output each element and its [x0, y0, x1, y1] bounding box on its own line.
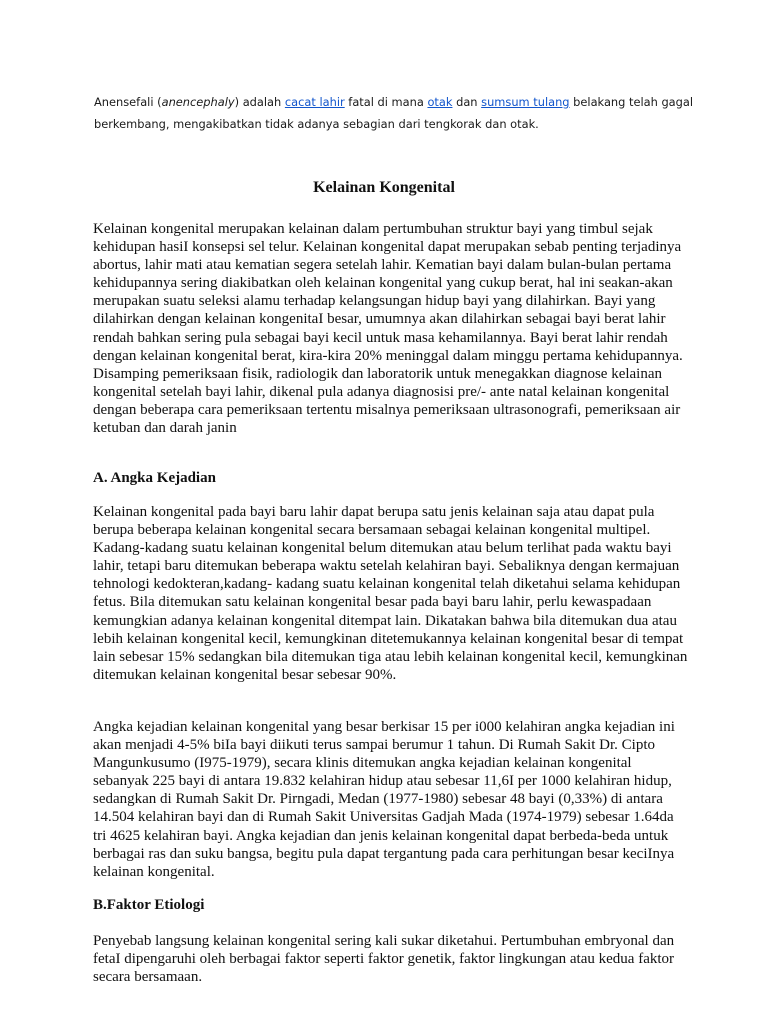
link-cacat-lahir[interactable]: cacat lahir [284, 95, 345, 109]
intro-term: Anensefali [94, 95, 154, 109]
page-title: Kelainan Kongenital [313, 179, 455, 196]
intro-rest: belakang telah gagal berkembang, mengakibatkan tidak adanya sebagian dari tengkorak dan otak. [94, 95, 694, 131]
intro-paragraph [94, 91, 694, 135]
intro-paren-close: ) adalah [234, 95, 285, 109]
link-sumsum-tulang[interactable]: sumsum tulang [481, 95, 570, 109]
intro-latin-term: anencephaly [161, 95, 235, 109]
link-otak[interactable]: otak [427, 95, 453, 109]
paragraph-intro-kelainan: Kelainan kongenital merupakan kelainan dalam pertumbuhan struktur bayi yang timbul sejak kehidupan hasiI konsepsi sel telur. Kelainan kongenital dapat merupakan sebab penting terjadinya abortus, lahir mati atau kematian segera setelah lahir. Kematian bayi dalam bulan-bulan pertama kehidupannya sering diakibatkan oleh kelainan kongenital yang cukup berat, hal ini seakan-akan merupakan suatu seleksi alamu terhadap kelangsungan hidup bayi yang dilahirkan. Bayi yang dilahirkan dengan kelainan kongenitaI besar, umumnya akan dilahirkan sebagai bayi berat lahir rendah bahkan sering pula sebagai bayi kecil untuk masa kehamilannya. Bayi berat lahir rendah dengan kelainan kongenital berat, kira-kira 20% meninggal dalam minggu pertama kehidupannya. Disamping pemeriksaan fisik, radiologik dan laboratorik untuk menegakkan diagnose kelainan kongenital setelah bayi lahir, dikenal pula adanya diagnosisi pre/- ante natal kelainan kongenital dengan beberapa cara pemeriksaan tertentu misalnya pemeriksaan ultrasonografi, pemeriksaan air ketuban dan darah janin [93, 221, 683, 437]
intro-paren-open: ( [153, 95, 162, 109]
paragraph-angka-kejadian-1: Kelainan kongenital pada bayi baru lahir dapat berupa satu jenis kelainan saja atau dapat pula berupa beberapa kelainan kongenital secara bersamaan sebagai kelainan kongenital multipel. Kadang-kadang suatu kelainan kongenital belum ditemukan atau belum terlihat pada waktu bayi lahir, tetapi baru ditemukan beberapa waktu setelah kelahiran bayi. Sebaliknya dengan kermajuan tehnologi kedokteran,kadang- kadang suatu kelainan kongenital telah diketahui selama kehidupan fetus. Bila ditemukan satu kelainan kongenital besar pada bayi baru lahir, perlu kewaspadaan kemungkian adanya kelainan kongenital ditempat lain. Dikatakan bahwa bila ditemukan dua atau lebih kelainan kongenital kecil, kemungkinan ditetemukannya kelainan kongenital besar di tempat lain sebesar 15% sedangkan bila ditemukan tiga atau lebih kelainan kongenital kecil, kemungkinan ditemukan kelainan kongenital besar sebesar 90%. [93, 504, 688, 683]
intro-mid2: dan [452, 95, 482, 109]
heading-angka-kejadian: A. Angka Kejadian [93, 470, 216, 486]
intro-mid1: fatal di mana [344, 95, 428, 109]
paragraph-faktor-etiologi: Penyebab langsung kelainan kongenital sering kali sukar diketahui. Pertumbuhan embryonal dan fetaI dipengaruhi oleh berbagai faktor seperti faktor genetik, faktor lingkungan atau kedua faktor secara bersamaan. [93, 933, 675, 986]
heading-faktor-etiologi: B.Faktor Etiologi [93, 897, 205, 913]
paragraph-angka-kejadian-2: Angka kejadian kelainan kongenital yang besar berkisar 15 per i000 kelahiran angka kejadian ini akan menjadi 4-5% biIa bayi diikuti terus sampai berumur 1 tahun. Di Rumah Sakit Dr. Cipto Mangunkusumo (I975-1979), secara klinis ditemukan angka kejadian kelainan kongenital sebanyak 225 bayi di antara 19.832 kelahiran hidup atau sebesar 11,6I per 1000 kelahiran hidup, sedangkan di Rumah Sakit Dr. Pirngadi, Medan (1977-1980) sebesar 48 bayi (0,33%) di antara 14.504 kelahiran bayi dan di Rumah Sakit Universitas Gadjah Mada (1974-1979) sebesar 1.64da tri 4625 kelahiran bayi. Angka kejadian dan jenis kelainan kongenital dapat berbeda-beda untuk berbagai ras dan suku bangsa, begitu pula dapat tergantung pada cara perhitungan besar keciInya kelainan kongenital. [93, 719, 675, 880]
